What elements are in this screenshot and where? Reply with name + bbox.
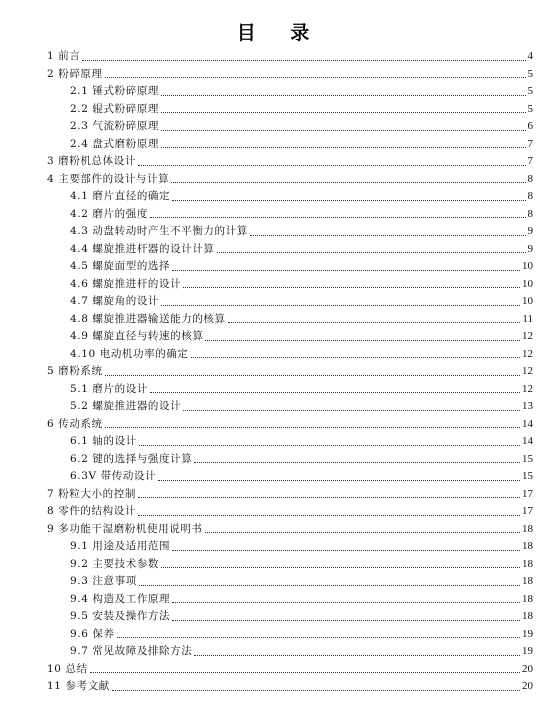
toc-subsection-entry[interactable]: [47, 258, 533, 276]
toc-page-number: 18: [522, 557, 533, 570]
toc-entry-title: 7 粉粒大小的控制: [47, 487, 136, 500]
toc-entry-title: 4.4 螺旋推进杆器的设计计算: [70, 242, 215, 255]
dot-leader: [139, 445, 520, 446]
toc-page-number: 18: [522, 592, 533, 605]
toc-subsection-entry[interactable]: [47, 433, 533, 451]
toc-entry-title: 9.5 安装及操作方法: [70, 610, 171, 622]
toc-page-number: 15: [522, 452, 533, 465]
toc-subsection-entry[interactable]: [47, 451, 533, 469]
dot-leader: [138, 497, 520, 498]
dot-leader: [138, 165, 526, 166]
toc-page-number: 18: [522, 610, 533, 622]
dot-leader: [117, 637, 520, 638]
dot-leader: [105, 77, 526, 78]
toc-entry-title: 2.3 气流粉碎原理: [70, 120, 160, 132]
toc-entry-title: 4.1 磨片直径的确定: [70, 190, 171, 202]
toc-entry-title: 5.1 磨片的设计: [70, 382, 148, 395]
toc-page-number: 4: [527, 50, 533, 62]
toc-page-number: 6: [527, 120, 533, 132]
dot-leader: [172, 550, 520, 551]
toc-subsection-entry[interactable]: [47, 276, 533, 294]
dot-leader: [138, 515, 520, 516]
toc-entry-title: 8 零件的结构设计: [47, 505, 136, 517]
toc-page-number: 8: [527, 172, 533, 185]
dot-leader: [250, 235, 526, 236]
toc-subsection-entry[interactable]: [47, 346, 533, 364]
toc-entry-title: 5.2 螺旋推进器的设计: [70, 400, 182, 412]
dot-leader: [171, 182, 525, 183]
table-of-contents: [47, 48, 533, 696]
toc-page-number: 9: [527, 225, 533, 237]
toc-subsection-entry[interactable]: [47, 626, 533, 644]
toc-page-number: 5: [527, 67, 533, 80]
toc-page-number: 17: [522, 505, 533, 517]
dot-leader: [191, 357, 520, 358]
toc-entry-title: 2.2 辊式粉碎原理: [70, 102, 160, 115]
toc-entry-title: 2.1 锤式粉碎原理: [70, 85, 160, 97]
dot-leader: [105, 375, 520, 376]
toc-page-number: 13: [522, 400, 533, 412]
dot-leader: [82, 60, 525, 61]
toc-subsection-entry[interactable]: [47, 398, 533, 416]
toc-entry-title: 4.8 螺旋推进器输送能力的核算: [70, 312, 226, 325]
dot-leader: [112, 690, 520, 691]
toc-page-number: 5: [527, 102, 533, 115]
toc-entry-title: 9.2 主要技术参数: [70, 557, 160, 570]
toc-subsection-entry[interactable]: [47, 241, 533, 259]
toc-page-number: 10: [522, 260, 533, 272]
toc-entry-title: 4.2 磨片的强度: [70, 207, 148, 220]
dot-leader: [161, 305, 520, 306]
toc-page-number: 14: [522, 435, 533, 447]
toc-subsection-entry[interactable]: [47, 381, 533, 399]
toc-page-number: 5: [527, 85, 533, 97]
toc-page-number: 17: [522, 487, 533, 500]
toc-entry-title: 10 总结: [47, 662, 88, 675]
toc-entry-title: 4 主要部件的设计与计算: [47, 172, 170, 185]
dot-leader: [194, 462, 520, 463]
dot-leader: [172, 200, 525, 201]
dot-leader: [161, 130, 525, 131]
dot-leader: [217, 252, 526, 253]
toc-section-entry[interactable]: [47, 153, 533, 171]
toc-entry-title: 9.7 常见故障及排除方法: [70, 645, 193, 657]
toc-subsection-entry[interactable]: [47, 573, 533, 591]
toc-subsection-entry[interactable]: [47, 468, 533, 486]
toc-subsection-entry[interactable]: [47, 188, 533, 206]
dot-leader: [161, 147, 525, 148]
toc-subsection-entry[interactable]: [47, 223, 533, 241]
toc-subsection-entry[interactable]: [47, 206, 533, 224]
dot-leader: [228, 322, 521, 323]
toc-section-entry[interactable]: [47, 416, 533, 434]
toc-entry-title: 11 参考文献: [47, 680, 110, 692]
dot-leader: [194, 655, 520, 656]
toc-entry-title: 6.1 轴的设计: [70, 435, 137, 447]
toc-entry-title: 6 传动系统: [47, 417, 103, 430]
toc-entry-title: 3 磨粉机总体设计: [47, 155, 136, 167]
toc-page-number: 9: [527, 242, 533, 255]
dot-leader: [139, 585, 520, 586]
toc-entry-title: 2 粉碎原理: [47, 67, 103, 80]
toc-subsection-entry[interactable]: [47, 556, 533, 574]
toc-entry-title: 2.4 盘式磨粉原理: [70, 137, 160, 150]
toc-entry-title: 5 磨粉系统: [47, 365, 103, 377]
toc-page-number: 12: [522, 330, 533, 342]
toc-page-number: 7: [527, 155, 533, 167]
toc-entry-title: 6.2 键的选择与强度计算: [70, 452, 193, 465]
dot-leader: [161, 567, 520, 568]
toc-subsection-entry[interactable]: [47, 136, 533, 154]
toc-page-number: 18: [522, 540, 533, 552]
toc-page-number: 11: [522, 312, 533, 325]
dot-leader: [90, 672, 520, 673]
dot-leader: [183, 287, 520, 288]
toc-entry-title: 9 多功能干湿磨粉机使用说明书: [47, 522, 203, 535]
toc-section-entry[interactable]: [47, 48, 533, 66]
toc-entry-title: 4.7 螺旋角的设计: [70, 295, 160, 307]
toc-subsection-entry[interactable]: [47, 643, 533, 661]
toc-page-number: 8: [527, 207, 533, 220]
dot-leader: [161, 95, 525, 96]
toc-page-number: 20: [522, 680, 533, 692]
toc-section-entry[interactable]: [47, 661, 533, 679]
toc-page-number: 12: [522, 347, 533, 360]
toc-page-number: 19: [522, 627, 533, 640]
toc-subsection-entry[interactable]: [47, 118, 533, 136]
dot-leader: [105, 427, 520, 428]
toc-page-number: 14: [522, 417, 533, 430]
page-title: 目 录: [236, 22, 324, 44]
toc-entry-title: 1 前言: [47, 50, 81, 62]
toc-section-entry[interactable]: [47, 521, 533, 539]
toc-entry-title: 4.3 动盘转动时产生不平衡力的计算: [70, 225, 248, 237]
dot-leader: [150, 392, 520, 393]
dot-leader: [172, 602, 520, 603]
toc-entry-title: 9.6 保养: [70, 627, 115, 640]
toc-section-entry[interactable]: [47, 171, 533, 189]
toc-section-entry[interactable]: [47, 486, 533, 504]
toc-entry-title: 9.4 构造及工作原理: [70, 592, 171, 605]
toc-page-number: 18: [522, 575, 533, 587]
toc-entry-title: 4.6 螺旋推进杆的设计: [70, 277, 182, 290]
toc-page-number: 10: [522, 277, 533, 290]
toc-section-entry[interactable]: [47, 503, 533, 521]
toc-subsection-entry[interactable]: [47, 311, 533, 329]
toc-section-entry[interactable]: [47, 678, 533, 696]
toc-subsection-entry[interactable]: [47, 328, 533, 346]
dot-leader: [161, 112, 525, 113]
toc-subsection-entry[interactable]: [47, 608, 533, 626]
toc-page-number: 18: [522, 522, 533, 535]
toc-page-number: 19: [522, 645, 533, 657]
dot-leader: [158, 480, 520, 481]
dot-leader: [172, 270, 520, 271]
dot-leader: [150, 217, 526, 218]
toc-subsection-entry[interactable]: [47, 83, 533, 101]
toc-subsection-entry[interactable]: [47, 101, 533, 119]
toc-section-entry[interactable]: [47, 363, 533, 381]
toc-page-number: 12: [522, 382, 533, 395]
toc-entry-title: 6.3V 带传动设计: [70, 470, 157, 482]
toc-page-number: 7: [527, 137, 533, 150]
toc-entry-title: 4.5 螺旋面型的选择: [70, 260, 171, 272]
dot-leader: [205, 340, 520, 341]
dot-leader: [172, 620, 520, 621]
toc-entry-title: 4.10 电动机功率的确定: [70, 347, 189, 360]
dot-leader: [205, 532, 520, 533]
toc-page-number: 12: [522, 365, 533, 377]
toc-entry-title: 9.1 用途及适用范围: [70, 540, 171, 552]
toc-page-number: 15: [522, 470, 533, 482]
toc-section-entry[interactable]: [47, 66, 533, 84]
toc-page-number: 8: [527, 190, 533, 202]
toc-page-number: 20: [522, 662, 533, 675]
dot-leader: [183, 410, 520, 411]
toc-subsection-entry[interactable]: [47, 591, 533, 609]
toc-entry-title: 4.9 螺旋直径与转速的核算: [70, 330, 204, 342]
toc-entry-title: 9.3 注意事项: [70, 575, 137, 587]
toc-subsection-entry[interactable]: [47, 293, 533, 311]
toc-subsection-entry[interactable]: [47, 538, 533, 556]
toc-page-number: 10: [522, 295, 533, 307]
